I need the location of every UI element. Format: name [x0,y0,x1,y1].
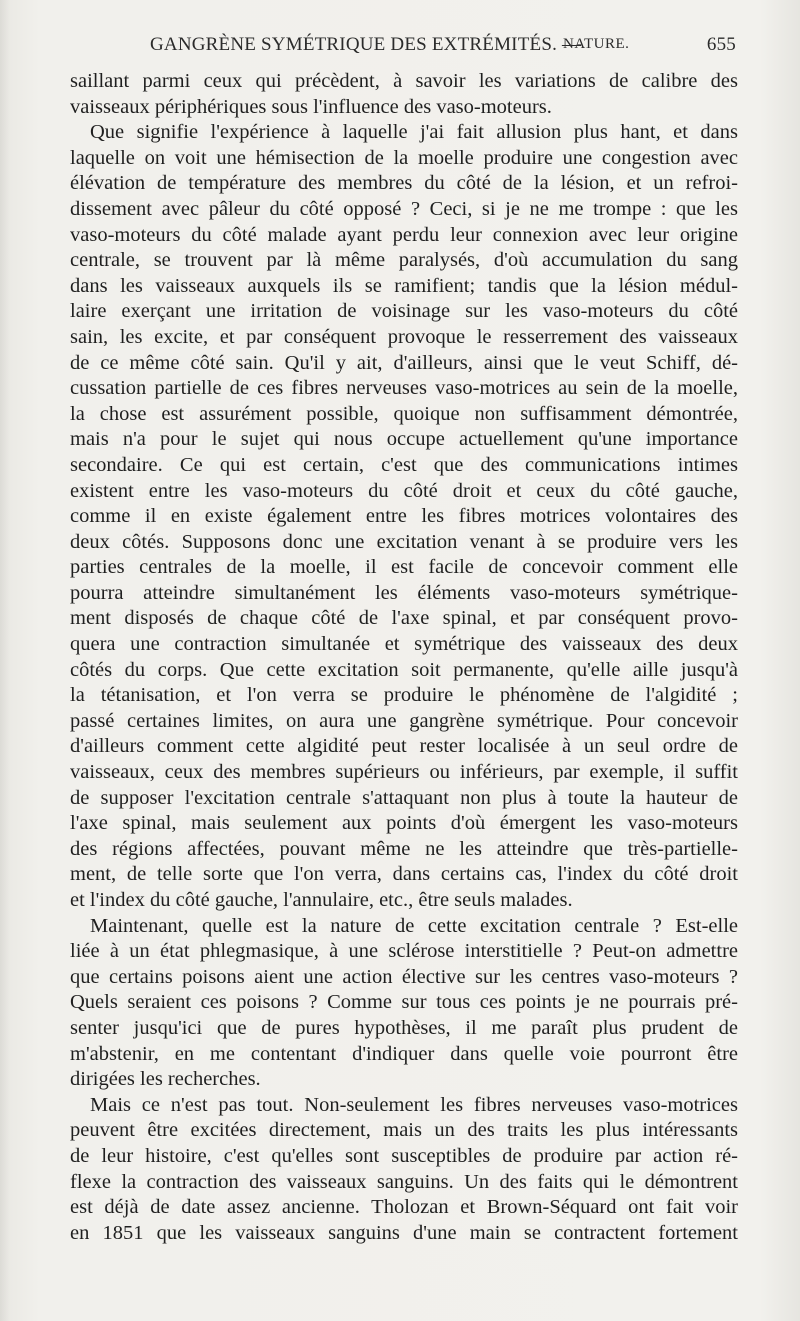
text-line: est déjà de date assez ancienne. Tholozan et Brown-Séquard ont fait voir [70,1196,738,1219]
text-line: dirigées les recherches. [70,1068,261,1091]
text-line: Maintenant, quelle est la nature de cette excitation centrale ? Est-elle [90,914,738,937]
text-line: saillant parmi ceux qui précèdent, à savoir les variations de calibre des [70,70,738,92]
text-line: senter jusqu'ici que de pures hypothèses, il me paraît plus prudent de [70,1016,738,1039]
text-line: existent entre les vaso-moteurs du côté droit et ceux du côté gauche, [70,479,738,502]
text-line: côtés du corps. Que cette excitation soit permanente, qu'elle aille jusqu'à [70,658,738,681]
text-line: dans les vaisseaux auxquels ils se ramifient; tandis que la lésion médul- [70,274,738,297]
text-line: des régions affectées, pouvant même ne les atteindre que très-partielle- [70,837,738,860]
text-line: en 1851 que les vaisseaux sanguins d'une main se contractent fortement [70,1221,738,1244]
text-line: ment disposés de chaque côté de l'axe spinal, et par conséquent provo- [70,607,738,630]
text-line: dissement avec pâleur du côté opposé ? Ceci, si je ne me trompe : que les [70,197,738,220]
text-line: vaso-moteurs du côté malade ayant perdu leur connexion avec leur origine [70,223,738,246]
text-line: peuvent être excitées directement, mais un des traits les plus intéressants [70,1119,738,1142]
body-text [70,69,738,1246]
text-line: pourra atteindre simultanément les éléments vaso-moteurs symétrique- [70,581,738,604]
page-number: 655 [706,34,736,55]
text-line: vaisseaux, ceux des membres supérieurs ou inférieurs, par exemple, il suffit [70,761,738,784]
text-line: d'ailleurs comment cette algidité peut rester localisée à un seul ordre de [70,735,738,758]
text-line: Que signifie l'expérience à laquelle j'ai fait allusion plus hant, et dans [90,121,738,144]
text-line: deux côtés. Supposons donc une excitation venant à se produire vers les [70,530,738,553]
running-header [150,34,740,58]
text-line: sain, les excite, et par conséquent provoque le resserrement des vaisseaux [70,325,738,348]
text-line: que certains poisons aient une action élective sur les centres vaso-moteurs ? [70,965,738,988]
text-line: ment, de telle sorte que l'on verra, dans certains cas, l'index du côté droit [70,863,738,886]
text-line: élévation de température des membres du côté de la lésion, et un refroi- [70,172,738,195]
text-line: de ce même côté sain. Qu'il y ait, d'ailleurs, ainsi que le veut Schiff, dé- [70,351,738,374]
text-line: Mais ce n'est pas tout. Non-seulement les fibres nerveuses vaso-motrices [90,1093,738,1116]
text-line: liée à un état phlegmasique, à une sclérose interstitielle ? Peut-on admettre [70,940,738,963]
text-line: vaisseaux périphériques sous l'influence des vaso-moteurs. [70,95,552,118]
text-line: comme il en existe également entre les fibres motrices volontaires des [70,505,738,528]
text-line: de leur histoire, c'est qu'elles sont susceptibles de produire par action ré- [70,1144,738,1167]
text-line: l'axe spinal, mais seulement aux points d'où émergent les vaso-moteurs [70,812,738,835]
running-title: GANGRÈNE SYMÉTRIQUE DES EXTRÉMITÉS. — [150,34,582,55]
text-line: de supposer l'excitation centrale s'attaquant non plus à toute la hauteur de [70,786,738,809]
text-line: parties centrales de la moelle, il est facile de concevoir comment elle [70,556,738,579]
text-line: quera une contraction simultanée et symétrique des vaisseaux des deux [70,633,738,656]
text-line: cussation partielle de ces fibres nerveuses vaso-motrices au sein de la moelle, [70,377,738,400]
text-line: secondaire. Ce qui est certain, c'est que des communications intimes [70,453,738,476]
text-line: passé certaines limites, on aura une gangrène symétrique. Pour concevoir [70,709,738,732]
text-line: m'abstenir, en me contentant d'indiquer dans quelle voie pourront être [70,1042,738,1065]
text-line: la chose est assurément possible, quoique non suffisamment démontrée, [70,402,738,425]
text-line: et l'index du côté gauche, l'annulaire, etc., être seuls malades. [70,889,573,911]
text-line: la tétanisation, et l'on verra se produire le phénomène de l'algidité ; [70,684,738,707]
text-line: centrale, se trouvent par là même paralysés, d'où accumulation du sang [70,249,738,272]
text-line: Quels seraient ces poisons ? Comme sur tous ces points je ne pourrais pré- [70,991,738,1014]
running-subtitle: NATURE. [563,36,630,52]
text-line: mais n'a pour le sujet qui nous occupe actuellement qu'une importance [70,428,738,451]
text-line: flexe la contraction des vaisseaux sanguins. Un des faits qui le démontrent [70,1170,738,1193]
text-line: laquelle on voit une hémisection de la moelle produire une congestion avec [70,146,738,169]
text-line: laire exerçant une irritation de voisinage sur les vaso-moteurs du côté [70,300,738,323]
